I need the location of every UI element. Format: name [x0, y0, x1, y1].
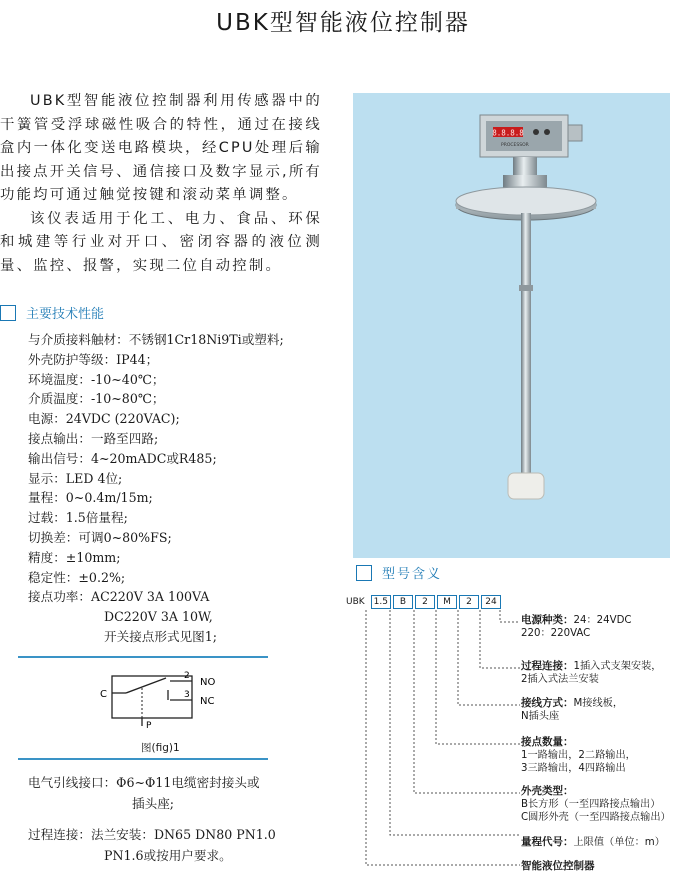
electrical-cont: 插头座; [132, 796, 175, 811]
spec-key: 介质温度： [28, 391, 91, 407]
spec-key: 与介质接料触材： [28, 332, 129, 347]
spec-key: 显示： [28, 470, 66, 486]
spec-row-continued: 开关接点形式见图1; [104, 628, 218, 644]
device-display: 8.8.8.8 [492, 128, 524, 138]
electrical-interface [28, 772, 260, 814]
spec-value: AC220V 3A 100VA [90, 589, 210, 605]
fig-label-2: 2 [184, 671, 190, 681]
spec-row [28, 469, 284, 489]
spec-row [28, 587, 284, 607]
spec-row [28, 330, 284, 350]
spec-row [28, 370, 284, 390]
intro-text [0, 90, 322, 278]
spec-row [28, 350, 284, 370]
fig-label-no: NO [200, 677, 216, 688]
spec-value: 4~20mADC或R485; [90, 450, 217, 466]
spec-value: ±10mm; [65, 549, 121, 565]
process-connection [28, 824, 276, 866]
spec-value: ±0.2%; [78, 569, 126, 585]
process-key: 过程连接： [28, 827, 91, 842]
spec-key: 环境温度： [28, 371, 91, 387]
spec-key: 电源： [28, 411, 66, 427]
meaning-housing: 外壳类型： B长方形（一至四路接点输出） C圆形外壳（一至四路接点输出） [521, 785, 671, 823]
spec-value: 1.5倍量程; [65, 510, 128, 526]
fig-label-p: P [146, 721, 152, 730]
spec-row [28, 508, 284, 528]
model-cell: 1.5 [371, 595, 391, 609]
specs-section-title: 主要技术性能 [26, 307, 105, 322]
section-square-icon [0, 305, 16, 321]
intro-paragraph-2: 该仪表适用于化工、电力、食品、环保和城建等行业对开口、密闭容器的液位测量、监控、报警，实现二位自动控制。 [0, 210, 322, 274]
process-cont: PN1.6或按用户要求。 [104, 848, 232, 863]
electrical-value: Φ6~Φ11电缆密封接头或 [116, 775, 260, 790]
model-cell: 24 [481, 595, 501, 609]
meaning-power: 电源种类：24：24VDC 220：220VAC [521, 614, 632, 639]
model-cell: 2 [415, 595, 435, 609]
spec-row [28, 449, 284, 469]
model-prefix: UBK [346, 597, 365, 607]
fig-label-c: C [100, 689, 107, 700]
spec-row [28, 389, 284, 409]
spec-key: 接点输出： [28, 430, 91, 446]
spec-value: 24VDC (220VAC); [65, 411, 180, 427]
device-panel-text: PROCESSOR [501, 143, 529, 148]
model-leader-lines [360, 610, 520, 870]
level-controller-illustration [353, 93, 670, 558]
fig-label-nc: NC [200, 696, 215, 707]
model-section-heading [356, 563, 442, 582]
spec-value: 0~0.4m/15m; [65, 490, 153, 506]
spec-key: 切换差： [28, 529, 79, 545]
meaning-range: 量程代号：上限值（单位：m） [521, 836, 665, 848]
divider-bottom [18, 758, 268, 760]
model-cell: M [437, 595, 457, 609]
intro-paragraph-1: UBK型智能液位控制器利用传感器中的干簧管受浮球磁性吸合的特性，通过在接线盒内一体化变送电路模块，经CPU处理后输出接点开关信号、通信接口及数字显示,所有功能均可通过触觉按键和滚动菜单调整。 [0, 93, 322, 203]
spec-row [28, 429, 284, 449]
meaning-product: 智能液位控制器 [521, 860, 595, 872]
switch-contact-diagram [90, 668, 240, 730]
spec-key: 量程： [28, 490, 66, 506]
meaning-wiring: 接线方式：M接线板， N插头座 [521, 697, 624, 722]
model-code-row [346, 595, 501, 609]
spec-value: 不锈钢1Cr18Ni9Ti或塑料; [128, 332, 284, 347]
model-section-title: 型号含义 [382, 567, 443, 582]
spec-value: IP44； [116, 351, 159, 367]
spec-key: 过载： [28, 510, 66, 526]
specs-section-heading [0, 303, 104, 322]
spec-key: 接点功率： [28, 589, 91, 605]
spec-key: 精度： [28, 549, 66, 565]
spec-key: 输出信号： [28, 450, 91, 466]
spec-value: -10~40℃； [90, 371, 165, 387]
model-cell: B [393, 595, 413, 609]
specs-list [28, 330, 284, 647]
process-value: 法兰安装：DN65 DN80 PN1.0 [90, 827, 276, 842]
spec-row [28, 568, 284, 588]
meaning-process: 过程连接：1插入式支架安装， 2插入式法兰安装 [521, 660, 662, 685]
divider-top [18, 656, 268, 658]
spec-row [28, 548, 284, 568]
model-cell: 2 [459, 595, 479, 609]
section-square-icon [356, 565, 372, 581]
spec-row [28, 409, 284, 429]
spec-row [28, 528, 284, 548]
product-photo [353, 93, 670, 558]
fig-label-3: 3 [184, 690, 190, 700]
spec-value: 一路至四路; [90, 430, 159, 446]
spec-row [28, 488, 284, 508]
spec-key: 稳定性： [28, 569, 79, 585]
spec-value: LED 4位; [65, 470, 123, 486]
spec-key: 外壳防护等级： [28, 351, 117, 367]
spec-value: 可调0~80%FS; [78, 529, 172, 545]
spec-value: -10~80℃； [90, 391, 165, 407]
spec-row-continued: DC220V 3A 10W, [104, 609, 213, 625]
figure-caption: 图(fig)1 [141, 742, 180, 754]
meaning-contacts: 接点数量： 1一路输出，2二路输出， 3三路输出，4四路输出 [521, 736, 636, 774]
page-title: UBK型智能液位控制器 [216, 10, 470, 36]
electrical-key: 电气引线接口： [28, 775, 117, 790]
